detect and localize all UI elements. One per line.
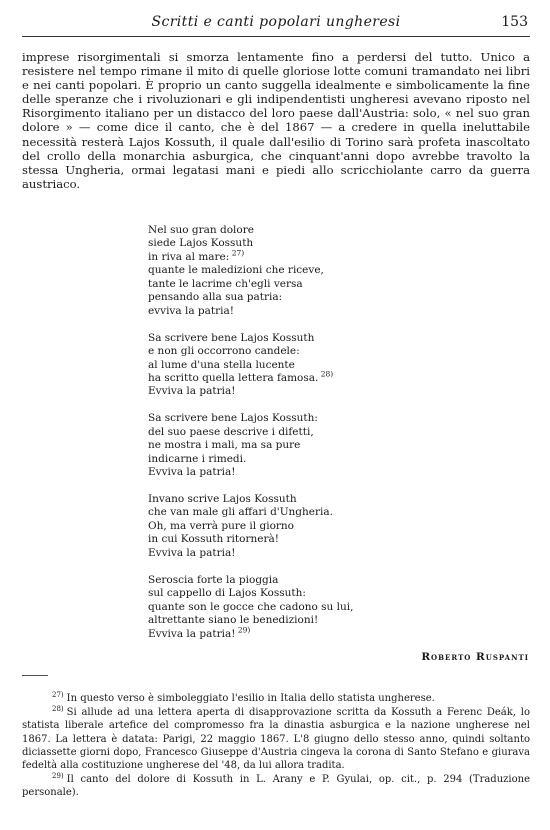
poem-line [148, 291, 448, 304]
page-number: 153 [501, 14, 528, 30]
poem-line [148, 248, 448, 264]
poem-line-text: Oh, ma verrà pure il giorno [148, 519, 294, 532]
poem-line [148, 520, 448, 533]
poem-stanza [148, 574, 448, 641]
poem-line-text: ne mostra i mali, ma sa pure [148, 439, 301, 452]
footnote-reference[interactable]: 29) [235, 625, 251, 635]
footnotes [22, 692, 530, 801]
poem-line [148, 625, 448, 641]
body-text [22, 50, 530, 191]
poem-line-text: ha scritto quella lettera famosa. [148, 371, 319, 384]
poem-line-text: Sa scrivere bene Lajos Kossuth [148, 331, 315, 344]
poem-line-text: Evviva la patria! [148, 627, 236, 640]
author-signature: Roberto Ruspanti [421, 651, 529, 663]
poem-stanza [148, 224, 448, 318]
poem-line-text: e non gli occorrono candele: [148, 345, 300, 358]
poem-line-text: indicarne i rimedi. [148, 452, 247, 465]
poem-line [148, 332, 448, 345]
footnote-number: 29) [52, 771, 64, 780]
poem-line-text: Seroscia forte la pioggia [148, 573, 279, 586]
poem-line [148, 305, 448, 318]
poem-line-text: quante le maledizioni che riceve, [148, 264, 324, 277]
poem-line-text: altrettante siano le benedizioni! [148, 614, 319, 627]
poem-line-text: pensando alla sua patria: [148, 291, 283, 304]
poem-line [148, 345, 448, 358]
poem-line [148, 278, 448, 291]
poem-line [148, 359, 448, 372]
poem-line [148, 587, 448, 600]
body-paragraph: imprese risorgimentali si smorza lentamente fino a perdersi del tutto. Unico a resistere nel tempo rimane il mito di quelle gloriose lotte comuni tramandato nei libri e nei canti popolari. È proprio un canto suggella idealmente e simbolicamente la fine delle speranze che i rivoluzionari e gli indipendentisti ungheresi avevano riposto nel Risorgimento italiano per un distacco del loro paese dall'Austria: solo, « nel suo gran dolore » — come dice il canto, che è del 1867 — a credere in quella ineluttabile necessità resterà Lajos Kossuth, il quale dall'esilio di Torino sarà profeta inascoltato del crollo della monarchia asburgica, che cinquant'anni dopo avrebbe travolto la stessa Ungheria, ormai legatasi mani e piedi allo scricchiolante carro da guerra austriaco. [22, 50, 530, 191]
poem [148, 224, 448, 654]
footnote-rule [22, 675, 48, 676]
poem-line [148, 493, 448, 506]
poem-line-text: del suo paese descrive i difetti, [148, 425, 314, 438]
poem-line [148, 547, 448, 560]
poem-line-text: Evviva la patria! [148, 385, 236, 398]
poem-line [148, 614, 448, 627]
poem-line-text: in riva al mare: [148, 250, 230, 263]
poem-line [148, 264, 448, 277]
poem-line-text: Invano scrive Lajos Kossuth [148, 493, 297, 506]
poem-line [148, 426, 448, 439]
poem-line [148, 533, 448, 546]
poem-line [148, 412, 448, 425]
running-header [22, 10, 530, 37]
poem-line-text: al lume d'una stella lucente [148, 358, 295, 371]
footnote [22, 773, 530, 799]
poem-line [148, 574, 448, 587]
poem-line [148, 601, 448, 614]
footnote-number: 27) [52, 690, 64, 699]
poem-line [148, 369, 448, 385]
poem-line-text: tante le lacrime ch'egli versa [148, 277, 303, 290]
poem-line-text: che van male gli affari d'Ungheria. [148, 506, 333, 519]
poem-line-text: in cui Kossuth ritornerà! [148, 533, 279, 546]
poem-line [148, 506, 448, 519]
poem-stanza [148, 332, 448, 399]
footnote [22, 706, 530, 772]
poem-line-text: sul cappello di Lajos Kossuth: [148, 587, 306, 600]
running-title: Scritti e canti popolari ungheresi [151, 14, 401, 30]
footnote-text: In questo verso è simboleggiato l'esilio in Italia dello statista ungherese. [66, 693, 435, 704]
poem-stanza [148, 412, 448, 479]
poem-line-text: siede Lajos Kossuth [148, 237, 254, 250]
poem-line-text: Nel suo gran dolore [148, 224, 254, 236]
poem-line-text: Evviva la patria! [148, 546, 236, 559]
poem-line [148, 385, 448, 398]
poem-line [148, 466, 448, 479]
footnote-number: 28) [52, 704, 64, 713]
poem-line [148, 224, 448, 237]
poem-line-text: Sa scrivere bene Lajos Kossuth: [148, 412, 318, 425]
poem-line-text: quante son le gocce che cadono su lui, [148, 600, 354, 613]
footnote-text: Si allude ad una lettera aperta di disapprovazione scritta da Kossuth a Ferenc Deák, lo statista liberale artefice del compromesso fra la dinastia asburgica e la nazione ungherese nel 1867. La lettera è datata: Parigi, 22 maggio 1867. L'8 giugno dello stesso anno, quindi soltanto diciassette giorni dopo, Francesco Giuseppe d'Austria cingeva la corona di Santo Stefano e giurava fedeltà alla costituzione ungherese del '48, da lui allora tradita. [22, 707, 530, 772]
poem-line [148, 453, 448, 466]
poem-line [148, 439, 448, 452]
poem-line [148, 237, 448, 250]
poem-line-text: Evviva la patria! [148, 466, 236, 479]
footnote [22, 692, 530, 705]
poem-stanza [148, 493, 448, 560]
footnote-text: Il canto del dolore di Kossuth in L. Arany e P. Gyulai, op. cit., p. 294 (Traduzione personale). [22, 774, 530, 799]
poem-line-text: evviva la patria! [148, 304, 234, 317]
footnote-reference[interactable]: 27) [229, 248, 245, 258]
footnote-reference[interactable]: 28) [318, 369, 334, 379]
